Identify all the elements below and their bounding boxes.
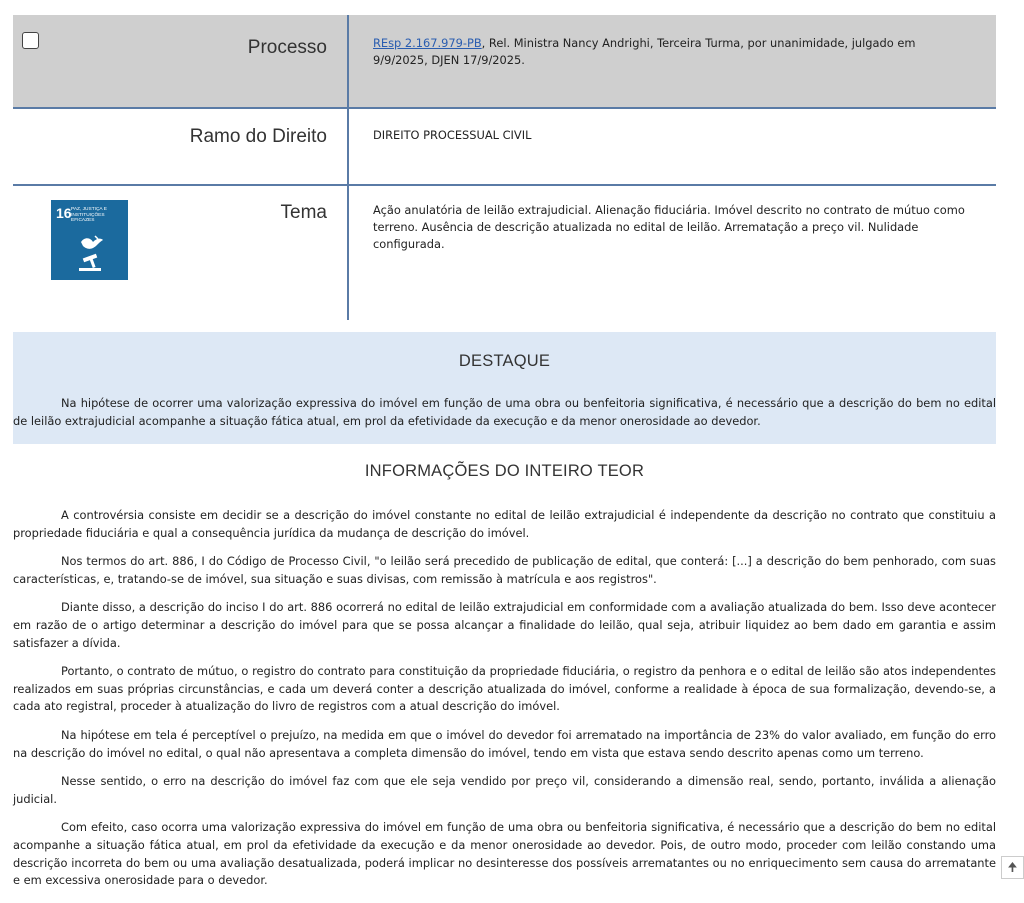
value-ramo: DIREITO PROCESSUAL CIVIL: [348, 108, 996, 185]
dove-gavel-icon: [77, 232, 105, 272]
paragraph: Diante disso, a descrição do inciso I do art. 886 ocorrerá no edital de leilão extrajudicial em conformidade com a avaliação atualizada do bem. Isso deve acontecer em razão de o artigo determinar a descrição do imóvel para que se possa alcançar a finalidade do leilão, qual seja, atribuir liquidez ao bem dado em garantia e assim satisfazer a dívida.: [13, 600, 996, 650]
label-cell-processo: [13, 15, 348, 108]
paragraph: A controvérsia consiste em decidir se a descrição do imóvel constante no edital de leilão extrajudicial é independente da descrição no contrato que constituiu a propriedade fiduciária e qual a consequência jurídica da mudança de descrição do imóvel.: [13, 508, 996, 540]
paragraph: Nesse sentido, o erro na descrição do imóvel faz com que ele seja vendido por preço vil, considerando a dimensão real, sendo, portanto, inválida a alienação judicial.: [13, 774, 996, 806]
value-tema: Ação anulatória de leilão extrajudicial. Alienação fiduciária. Imóvel descrito no contrato de mútuo como terreno. Ausência de descrição atualizada no edital de leilão. Arrematação a preço vil. Nulidade configurada.: [373, 203, 965, 251]
processo-details: , Rel. Ministra Nancy Andrighi, Terceira Turma, por unanimidade, julgado em 9/9/2025, DJEN 17/9/2025.: [373, 36, 916, 67]
paragraph: Na hipótese em tela é perceptível o prejuízo, na medida em que o imóvel do devedor foi arrematado na importância de 23% do valor avaliado, em função do erro na descrição do imóvel no edital, o qual não apresentava a completa dimensão do imóvel, tendo em vista que estava sendo descrito apenas como um terreno.: [13, 727, 996, 760]
row-ramo: [13, 108, 996, 185]
ods-number: 16: [56, 205, 72, 221]
scroll-to-top-button[interactable]: [1001, 856, 1024, 879]
label-cell-tema: [13, 185, 348, 320]
row-tema: [13, 185, 996, 320]
label-cell-ramo: [13, 108, 348, 185]
document-container: [13, 0, 996, 901]
destaque-section: [13, 332, 996, 444]
destaque-text: Na hipótese de ocorrer uma valorização expressiva do imóvel em função de uma obra ou benfeitoria significativa, é necessário que a descrição do bem no edital de leilão extrajudicial acompanhe a situação fática atual, em prol da efetividade da execução e da menor onerosidade ao devedor.: [13, 396, 996, 428]
select-checkbox[interactable]: [22, 32, 39, 49]
value-processo: [348, 15, 996, 108]
label-tema: Tema: [280, 202, 327, 223]
processo-link[interactable]: REsp 2.167.979-PB: [373, 36, 482, 50]
label-processo: Processo: [247, 37, 327, 58]
info-table: [13, 15, 996, 320]
paragraph: Portanto, o contrato de mútuo, o registro do contrato para constituição da propriedade fiduciária, o registro da penhora e o edital de leilão são atos independentes realizados em suas próprias circunstâncias, e cada um deverá conter a descrição atualizada do imóvel, conforme a realidade à época de sua formalização, devendo-se, a cada ato registral, proceder à atualização do livro de registros com a atual descrição do imóvel.: [13, 664, 996, 714]
ods-16-badge: [51, 200, 128, 280]
label-ramo: Ramo do Direito: [189, 126, 327, 147]
ods-text: PAZ, JUSTIÇA E INSTITUIÇÕES EFICAZES: [71, 207, 107, 224]
paragraph: Com efeito, caso ocorra uma valorização expressiva do imóvel em função de uma obra ou benfeitoria significativa, é necessário que a descrição do bem no edital acompanhe a situação fática atual, em prol da efetividade da execução e da menor onerosidade ao devedor. Pois, de outro modo, proceder com leilão constando uma descrição incorreta do bem ou uma avaliação desatualizada, poderá implicar no desinteresse dos possíveis arrematantes ou no enriquecimento sem causa do arrematante e em excessiva onerosidade para o devedor.: [13, 820, 996, 888]
inteiro-teor-section: [13, 462, 996, 890]
inteiro-teor-title: INFORMAÇÕES DO INTEIRO TEOR: [364, 462, 645, 480]
arrow-up-icon: 🠉: [1007, 860, 1018, 874]
destaque-title: DESTAQUE: [458, 352, 551, 370]
row-processo: [13, 15, 996, 108]
paragraph: Nos termos do art. 886, I do Código de Processo Civil, "o leilão será precedido de publicação de edital, que conterá: [...] a descrição do bem penhorado, com suas características, e, tratando-se de imóvel, sua situação e suas divisas, com remissão à matrícula e aos registros".: [13, 554, 996, 586]
